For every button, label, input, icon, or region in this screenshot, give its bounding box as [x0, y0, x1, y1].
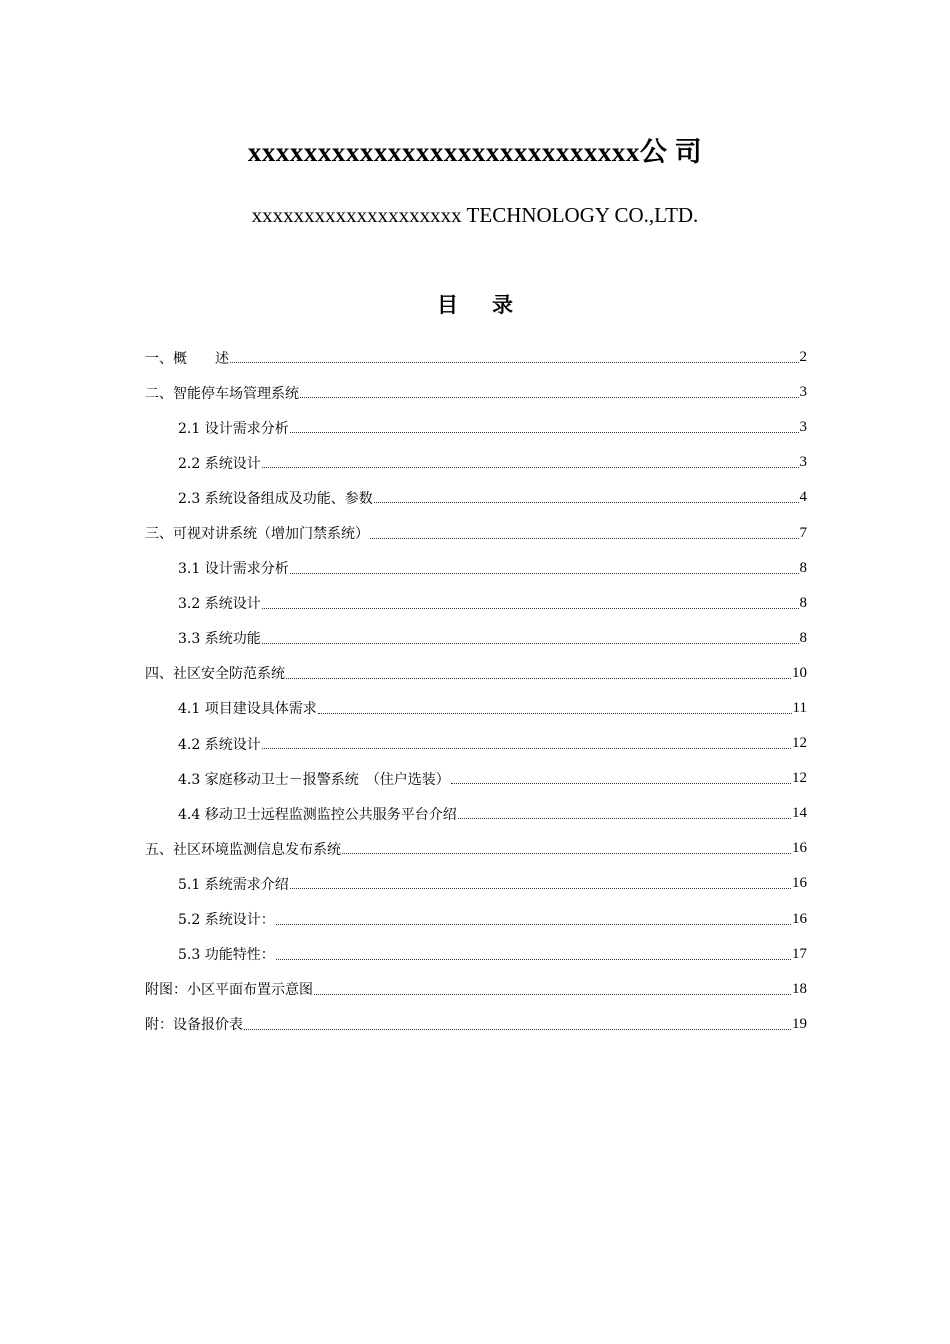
toc-entry-label: 五、社区环境监测信息发布系统 — [145, 841, 341, 858]
toc-dot-leader — [300, 397, 799, 398]
toc-dot-leader — [314, 994, 791, 995]
toc-entry-label: 3.3 系统功能 — [178, 631, 261, 648]
toc-entry-label: 三、可视对讲系统（增加门禁系统） — [145, 526, 369, 543]
table-of-contents — [145, 340, 807, 1042]
toc-entry[interactable] — [145, 515, 807, 550]
toc-entry[interactable] — [145, 656, 807, 691]
toc-entry[interactable] — [145, 796, 807, 831]
toc-entry-page-number: 16 — [792, 840, 807, 857]
toc-entry-label: 2.3 系统设备组成及功能、参数 — [178, 490, 373, 507]
toc-entry[interactable] — [145, 902, 807, 937]
toc-dot-leader — [370, 538, 799, 539]
toc-entry-page-number: 8 — [799, 629, 807, 646]
company-name-cn: xxxxxxxxxxxxxxxxxxxxxxxxxxxx公 司 — [247, 137, 703, 167]
toc-entry-page-number: 2 — [799, 349, 807, 366]
toc-entry-page-number: 16 — [792, 910, 807, 927]
toc-dot-leader — [244, 1029, 791, 1030]
toc-entry[interactable] — [145, 445, 807, 480]
toc-dot-leader — [458, 818, 791, 819]
company-name-en: xxxxxxxxxxxxxxxxxxxx TECHNOLOGY CO.,LTD. — [251, 203, 699, 227]
toc-entry-page-number: 10 — [792, 664, 807, 681]
toc-entry-page-number: 18 — [792, 980, 807, 997]
toc-entry-label: 5.2 系统设计： — [178, 912, 275, 929]
toc-entry-page-number: 3 — [799, 454, 807, 471]
toc-entry-page-number: 19 — [792, 1015, 807, 1032]
toc-entry[interactable] — [145, 480, 807, 515]
toc-entry-page-number: 11 — [792, 699, 807, 716]
toc-entry-page-number: 3 — [799, 384, 807, 401]
toc-dot-leader — [374, 502, 799, 503]
toc-entry-label: 3.1 设计需求分析 — [178, 561, 289, 578]
toc-dot-leader — [286, 678, 791, 679]
toc-entry-label: 一、概 述 — [145, 350, 229, 367]
toc-entry-label: 2.1 设计需求分析 — [178, 420, 289, 437]
toc-dot-leader — [230, 362, 799, 363]
toc-dot-leader — [318, 713, 792, 714]
toc-entry[interactable] — [145, 726, 807, 761]
toc-entry-page-number: 12 — [792, 735, 807, 752]
toc-dot-leader — [290, 432, 799, 433]
toc-entry[interactable] — [145, 340, 807, 375]
toc-entry[interactable] — [145, 831, 807, 866]
toc-entry[interactable] — [145, 761, 807, 796]
toc-entry-label: 附：设备报价表 — [145, 1017, 243, 1034]
toc-entry-page-number: 7 — [799, 524, 807, 541]
toc-dot-leader — [290, 888, 791, 889]
toc-entry[interactable] — [145, 586, 807, 621]
toc-dot-leader — [262, 608, 799, 609]
toc-entry-label: 5.1 系统需求介绍 — [178, 876, 289, 893]
toc-entry-label: 二、智能停车场管理系统 — [145, 385, 299, 402]
toc-entry[interactable] — [145, 691, 807, 726]
toc-entry[interactable] — [145, 410, 807, 445]
toc-entry-label: 四、社区安全防范系统 — [145, 666, 285, 683]
toc-entry[interactable] — [145, 972, 807, 1007]
toc-dot-leader — [451, 783, 791, 784]
toc-dot-leader — [262, 467, 799, 468]
toc-entry[interactable] — [145, 551, 807, 586]
toc-dot-leader — [342, 853, 791, 854]
toc-entry-label: 4.4 移动卫士远程监测监控公共服务平台介绍 — [178, 806, 457, 823]
toc-dot-leader — [262, 643, 799, 644]
toc-entry-page-number: 8 — [799, 594, 807, 611]
toc-entry-page-number: 16 — [792, 875, 807, 892]
toc-dot-leader — [290, 573, 799, 574]
toc-entry-page-number: 17 — [792, 945, 807, 962]
toc-entry-page-number: 4 — [799, 489, 807, 506]
toc-entry-label: 附图：小区平面布置示意图 — [145, 982, 313, 999]
toc-title: 目录 — [437, 292, 547, 317]
toc-entry-label: 4.1 项目建设具体需求 — [178, 701, 317, 718]
toc-entry-label: 5.3 功能特性： — [178, 947, 275, 964]
toc-dot-leader — [276, 959, 791, 960]
toc-entry[interactable] — [145, 375, 807, 410]
toc-entry-page-number: 8 — [799, 559, 807, 576]
toc-entry[interactable] — [145, 866, 807, 901]
toc-entry-page-number: 12 — [792, 770, 807, 787]
toc-entry[interactable] — [145, 1007, 807, 1042]
toc-entry-label: 4.2 系统设计 — [178, 736, 261, 753]
toc-entry[interactable] — [145, 621, 807, 656]
toc-entry-page-number: 3 — [799, 419, 807, 436]
toc-dot-leader — [262, 748, 791, 749]
toc-entry[interactable] — [145, 937, 807, 972]
toc-entry-page-number: 14 — [792, 805, 807, 822]
toc-entry-label: 4.3 家庭移动卫士－报警系统 （住户选装） — [178, 771, 450, 788]
toc-dot-leader — [276, 924, 791, 925]
toc-entry-label: 3.2 系统设计 — [178, 596, 261, 613]
toc-entry-label: 2.2 系统设计 — [178, 455, 261, 472]
